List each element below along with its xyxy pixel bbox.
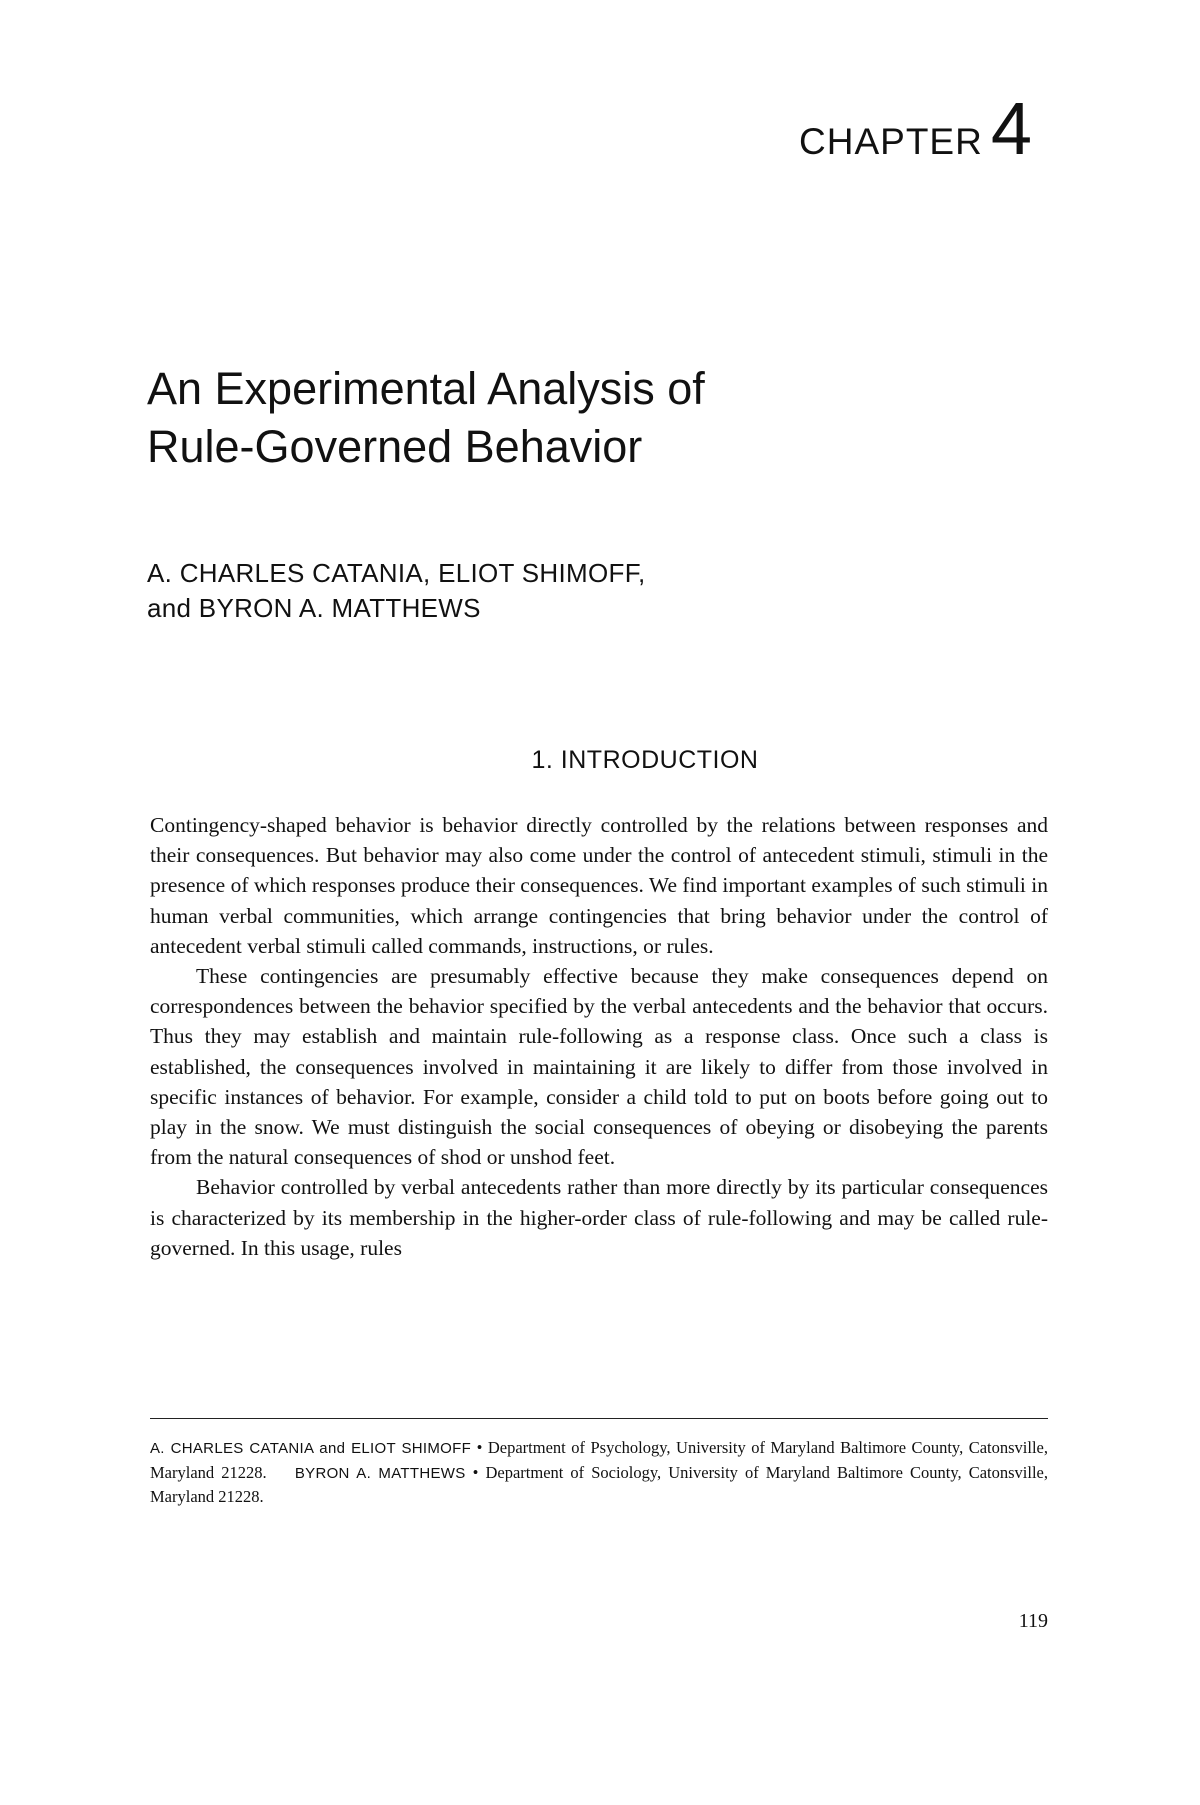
page-number: 119	[1018, 1610, 1048, 1632]
chapter-title	[147, 360, 705, 476]
author-list	[147, 556, 646, 626]
section-heading: 1. INTRODUCTION	[531, 746, 759, 774]
footnote-divider	[150, 1418, 1048, 1419]
paragraph-3: Behavior controlled by verbal antecedents rather than more directly by its particular consequences is characterized by its membership in the higher-order class of rule-following and may be called rule-governed. In this usage, rules	[150, 1175, 1048, 1260]
footnote-affiliation-2: • Department of Sociology, University of Maryland Baltimore County, Catonsville, Maryland 21228.	[150, 1462, 1049, 1506]
chapter-heading	[799, 87, 1032, 170]
body-text	[150, 810, 1048, 1263]
author-affiliations-footnote	[150, 1436, 1048, 1509]
paragraph-2: These contingencies are presumably effective because they make consequences depend on correspondences between the behavior specified by the verbal antecedents and the behavior that occurs. Thus they may establish and maintain rule-following as a response class. Once such a class is established, the consequences involved in maintaining it are likely to differ from those involved in specific instances of behavior. For example, consider a child told to put on boots before going out to play in the snow. We must distinguish the social consequences of obeying or disobeying the parents from the natural consequences of shod or unshod feet.	[150, 964, 1048, 1170]
chapter-title-line-2: Rule-Governed Behavior	[147, 421, 643, 472]
author-line-1: A. CHARLES CATANIA, ELIOT SHIMOFF,	[147, 558, 646, 588]
chapter-title-line-1: An Experimental Analysis of	[147, 363, 705, 414]
paragraph-1: Contingency-shaped behavior is behavior directly controlled by the relations between responses and their consequences. But behavior may also come under the control of antecedent stimuli, stimuli in the presence of which responses produce their consequences. We find important examples of such stimuli in human verbal communities, which arrange contingencies that bring behavior under the control of antecedent verbal stimuli called commands, instructions, or rules.	[150, 813, 1048, 958]
chapter-label: CHAPTER	[799, 121, 983, 162]
footnote-authors-2: BYRON A. MATTHEWS	[294, 1464, 466, 1482]
footnote-affiliation-1: • Department of Psychology, University of Maryland Baltimore County, Catonsville, Maryland 21228.	[150, 1438, 1048, 1482]
author-line-2: and BYRON A. MATTHEWS	[147, 593, 481, 623]
chapter-number: 4	[990, 87, 1032, 170]
footnote-authors-1: A. CHARLES CATANIA and ELIOT SHIMOFF	[150, 1440, 472, 1457]
